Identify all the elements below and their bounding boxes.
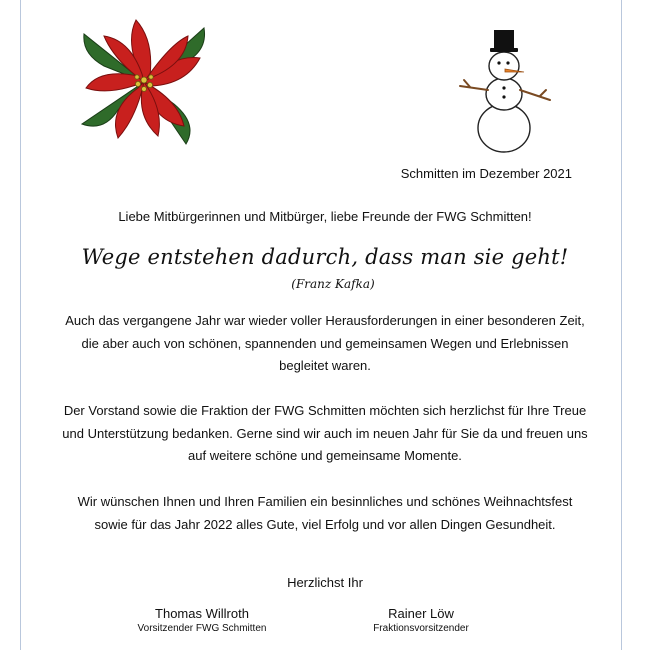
paragraph-3: Wir wünschen Ihnen und Ihren Familien ein besinnliches und schönes Weihnachtsfest sowie für das Jahr 2022 alles Gute, viel Erfolg und vor allen Dingen Gesundheit. [77, 494, 573, 532]
paragraph-1: Auch das vergangene Jahr war wieder voller Herausforderungen in einer besonderen Zeit, die aber auch von schönen, spannenden und gemeinsamen Wegen und Erlebnissen begleitet waren. [65, 313, 585, 373]
signature-block-willroth [122, 605, 282, 636]
signatory-name: Rainer Löw [388, 606, 454, 621]
snowman-icon [452, 24, 556, 154]
salutation: Liebe Mitbürgerinnen und Mitbürger, liebe Freunde der FWG Schmitten! [118, 209, 532, 224]
letter-date: Schmitten im Dezember 2021 [400, 166, 572, 181]
poinsettia-icon [74, 14, 214, 150]
signatory-role: Fraktionsvorsitzender [373, 623, 469, 634]
signatory-role: Vorsitzender FWG Schmitten [137, 623, 267, 634]
quote: Wege entstehen dadurch, dass man sie geht! [81, 245, 569, 269]
closing: Herzlichst Ihr [287, 575, 363, 590]
quote-author: (Franz Kafka) [291, 277, 375, 291]
signatory-name: Thomas Willroth [155, 606, 249, 621]
paragraph-2: Der Vorstand sowie die Fraktion der FWG Schmitten möchten sich herzlichst für Ihre Treue und Unterstützung bedanken. Gerne sind wir auch im neuen Jahr für Sie da und freuen uns auf weitere schöne und gemeinsame Momente. [62, 403, 588, 463]
signature-block-loew [346, 605, 496, 636]
